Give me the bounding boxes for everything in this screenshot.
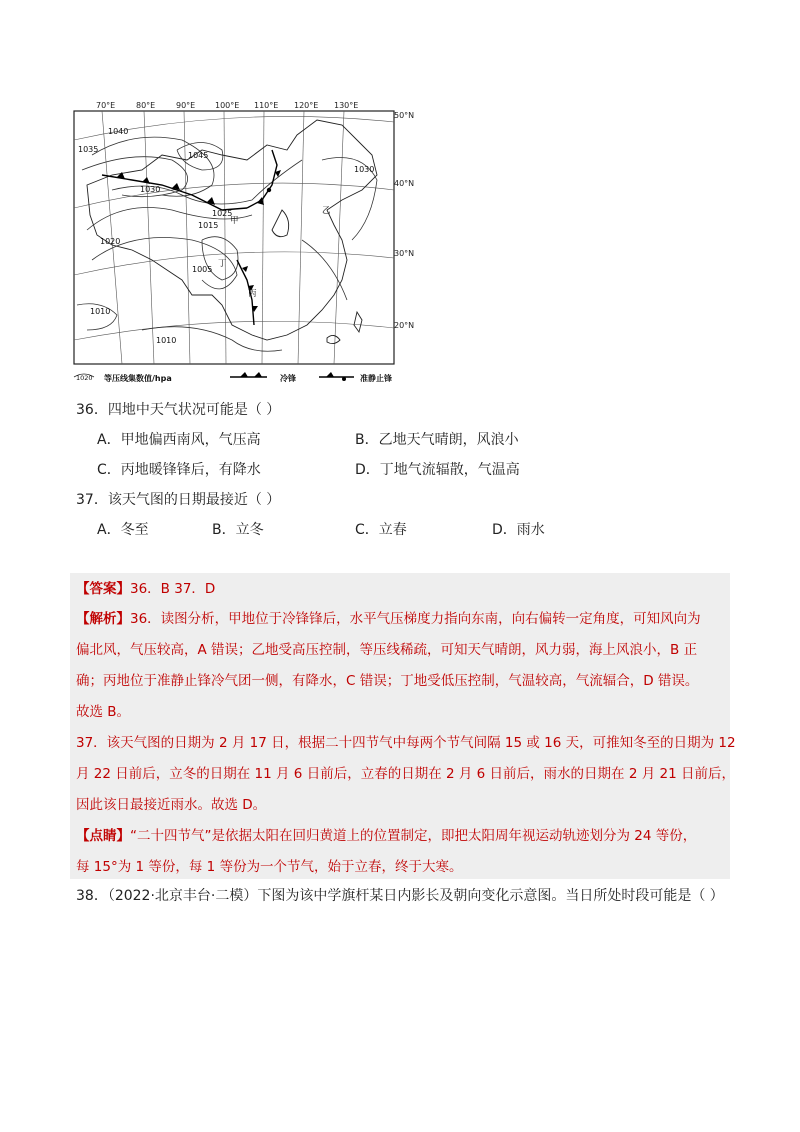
place-label-ding: 丁 bbox=[218, 259, 227, 269]
isobar-label: 1025 bbox=[212, 209, 233, 218]
isobar-label: 1035 bbox=[78, 145, 99, 154]
place-label-bing: 丙 bbox=[248, 289, 257, 299]
legend-isobar-sample: 1020 bbox=[76, 374, 93, 382]
question-37-stem: 37．该天气图的日期最接近（ ） bbox=[76, 492, 281, 508]
lat-label: 30°N bbox=[394, 249, 415, 258]
isobar-label: 1030 bbox=[140, 185, 161, 194]
analysis-line-4: 故选 B。 bbox=[76, 704, 131, 720]
lat-label: 20°N bbox=[394, 321, 415, 330]
lon-label: 80°E bbox=[136, 101, 156, 110]
analysis-line-5: 37．该天气图的日期为 2 月 17 日，根据二十四节气中每两个节气间隔 15 或 16 天，可推知冬至的日期为 12 bbox=[76, 735, 736, 751]
question-36-stem: 36．四地中天气状况可能是（ ） bbox=[76, 402, 281, 418]
lon-label: 130°E bbox=[334, 101, 359, 110]
question-38-stem: 38．（2022·北京丰台·二模）下图为该中学旗杆某日内影长及朝向变化示意图。当日所处时段可能是（ ） bbox=[76, 888, 724, 904]
isobar-label: 1005 bbox=[192, 265, 213, 274]
answer-tag: 【答案】 bbox=[76, 581, 130, 597]
lat-label: 50°N bbox=[394, 111, 415, 120]
place-label-yi: 乙 bbox=[322, 206, 331, 216]
comment-text-1: “二十四节气”是依据太阳在回归黄道上的位置制定，即把太阳周年视运动轨迹划分为 24 等份， bbox=[130, 828, 697, 844]
legend-stationary-front-label: 准静止锋 bbox=[360, 374, 392, 383]
analysis-text-1: 36．读图分析，甲地位于冷锋锋后，水平气压梯度力指向东南，向右偏转一定角度，可知风向为 bbox=[130, 611, 701, 627]
weather-map bbox=[72, 100, 415, 390]
legend-isobar-label: 等压线集数值/hpa bbox=[104, 374, 172, 383]
lon-label: 90°E bbox=[176, 101, 196, 110]
comment-line-1 bbox=[76, 826, 696, 846]
isobar-label: 1040 bbox=[108, 127, 129, 136]
isobar-label: 1010 bbox=[156, 336, 177, 345]
comment-line-2: 每 15°为 1 等份，每 1 等份为一个节气，始于立春，终于大寒。 bbox=[76, 859, 463, 875]
answer-text: 36．B 37．D bbox=[130, 581, 216, 597]
analysis-line-2: 偏北风，气压较高，A 错误；乙地受高压控制，等压线稀疏，可知天气晴朗，风力弱，海上风浪小，B 正 bbox=[76, 642, 698, 658]
question-37-option-a[interactable]: A．冬至 bbox=[97, 522, 149, 538]
comment-tag: 【点睛】 bbox=[76, 828, 130, 844]
legend-cold-front-label: 冷锋 bbox=[280, 374, 296, 383]
isobar-label: 1030 bbox=[354, 165, 375, 174]
map-legend bbox=[74, 372, 392, 383]
question-37-option-d[interactable]: D．雨水 bbox=[492, 522, 545, 538]
lat-label: 40°N bbox=[394, 179, 415, 188]
question-36-option-b[interactable]: B．乙地天气晴朗，风浪小 bbox=[355, 432, 519, 448]
place-label-jia: 甲 bbox=[230, 216, 239, 226]
question-37-option-c[interactable]: C．立春 bbox=[355, 522, 407, 538]
lon-label: 110°E bbox=[254, 101, 279, 110]
analysis-line-6: 月 22 日前后，立冬的日期在 11 月 6 日前后，立春的日期在 2 月 6 日前后，雨水的日期在 2 月 21 日前后， bbox=[76, 766, 735, 782]
isobar-label: 1020 bbox=[100, 237, 121, 246]
analysis-tag: 【解析】 bbox=[76, 611, 130, 627]
isobar-label: 1045 bbox=[188, 151, 209, 160]
question-36-option-c[interactable]: C．丙地暖锋锋后，有降水 bbox=[97, 462, 261, 478]
lon-label: 120°E bbox=[294, 101, 319, 110]
analysis-line-7: 因此该日最接近雨水。故选 D。 bbox=[76, 797, 267, 813]
isobar-label: 1015 bbox=[198, 221, 219, 230]
lon-label: 100°E bbox=[215, 101, 240, 110]
lon-label: 70°E bbox=[96, 101, 116, 110]
question-37-option-b[interactable]: B．立冬 bbox=[212, 522, 264, 538]
question-36-option-d[interactable]: D．丁地气流辐散，气温高 bbox=[355, 462, 520, 478]
analysis-line-3: 确；丙地位于准静止锋冷气团一侧，有降水，C 错误；丁地受低压控制，气温较高，气流辐合，D 错误。 bbox=[76, 673, 699, 689]
answer-line bbox=[76, 579, 215, 599]
isobar-label: 1010 bbox=[90, 307, 111, 316]
analysis-line-1 bbox=[76, 609, 701, 629]
question-36-option-a[interactable]: A．甲地偏西南风，气压高 bbox=[97, 432, 261, 448]
